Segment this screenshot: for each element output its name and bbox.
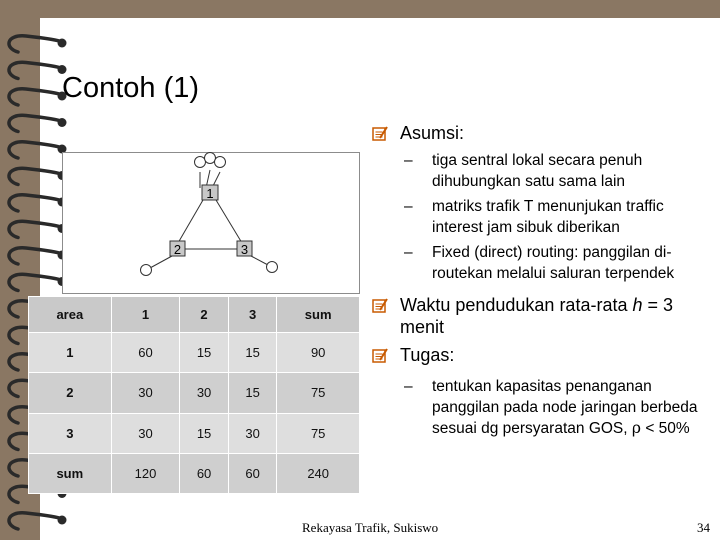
slide-content <box>372 122 712 441</box>
asumsi-item-text: Fixed (direct) routing: panggilan di-routekan melalui saluran terpendek <box>432 244 675 282</box>
table-cell: 15 <box>228 373 277 413</box>
bullet-asumsi <box>372 122 712 144</box>
phone-1c <box>215 157 226 168</box>
table-header-cell: sum <box>277 297 360 333</box>
table-cell: 15 <box>180 413 229 453</box>
table-cell: 15 <box>228 333 277 373</box>
table-cell: 75 <box>277 373 360 413</box>
dash-marker: – <box>404 152 413 169</box>
bullet-tugas <box>372 344 712 366</box>
bullet-waktu <box>372 294 712 338</box>
table-cell: 3 <box>29 413 112 453</box>
dash-marker: – <box>404 378 413 395</box>
table-row <box>29 333 360 373</box>
table-row <box>29 373 360 413</box>
diagram-frame <box>63 153 360 294</box>
notepad-icon <box>372 348 388 363</box>
tugas-item-text: tentukan kapasitas penanganan panggilan pada node jaringan berbeda sesuai dg persyaratan GOS, <box>432 378 698 437</box>
notepad-icon <box>372 126 388 141</box>
asumsi-item-text: tiga sentral lokal secara penuh dihubungkan satu sama lain <box>432 152 643 190</box>
table-cell: 30 <box>111 413 180 453</box>
notepad-icon <box>372 298 388 313</box>
table-cell: sum <box>29 453 112 493</box>
table-cell: 60 <box>111 333 180 373</box>
table-cell: 60 <box>228 453 277 493</box>
binding-ring <box>9 142 62 158</box>
table-row <box>29 453 360 493</box>
table-cell: 30 <box>228 413 277 453</box>
asumsi-item-text: matriks trafik T menunjukan traffic interest jam sibuk diberikan <box>432 198 664 236</box>
table-cell: 15 <box>180 333 229 373</box>
phone-1b <box>205 153 216 164</box>
waktu-variable: h <box>632 295 643 315</box>
dash-marker: – <box>404 198 413 215</box>
phone-1a <box>195 157 206 168</box>
waktu-suffix: = 3 menit <box>400 295 674 337</box>
table-cell: 90 <box>277 333 360 373</box>
table-header-row <box>29 297 360 333</box>
binding-ring <box>9 513 62 529</box>
table-cell: 60 <box>180 453 229 493</box>
tugas-label: Tugas: <box>400 345 455 365</box>
rho-symbol: ρ <box>631 419 642 437</box>
binding-ring <box>9 62 62 78</box>
binding-ring <box>9 89 62 105</box>
table-header-cell: 1 <box>111 297 180 333</box>
binding-ring <box>9 274 62 290</box>
page-number: 34 <box>697 520 710 535</box>
traffic-matrix-table <box>28 296 360 494</box>
table-header-cell: 2 <box>180 297 229 333</box>
binding-ring <box>9 115 62 131</box>
table-cell: 30 <box>111 373 180 413</box>
table-cell: 30 <box>180 373 229 413</box>
binding-ring <box>9 36 62 52</box>
asumsi-label: Asumsi: <box>400 123 465 143</box>
table-cell: 1 <box>29 333 112 373</box>
binding-ring <box>9 248 62 264</box>
binding-hole <box>58 516 67 525</box>
dash-marker: – <box>404 244 413 261</box>
table-header-cell: 3 <box>228 297 277 333</box>
binding-hole <box>58 118 67 127</box>
tugas-item <box>372 376 712 439</box>
binding-ring <box>9 195 62 211</box>
table-cell: 75 <box>277 413 360 453</box>
node-label-1: 1 <box>206 186 214 201</box>
table-header-cell: area <box>29 297 112 333</box>
table-cell: 120 <box>111 453 180 493</box>
phone-3 <box>267 262 278 273</box>
asumsi-item <box>372 196 712 238</box>
node-label-2: 2 <box>173 242 182 257</box>
binding-hole <box>58 39 67 48</box>
asumsi-item <box>372 242 712 284</box>
table-cell: 2 <box>29 373 112 413</box>
binding-ring <box>9 221 62 237</box>
tugas-item-tail: < 50% <box>641 420 690 437</box>
slide-footer: Rekayasa Trafik, Sukiswo <box>302 520 439 535</box>
binding-ring <box>9 168 62 184</box>
table-cell: 240 <box>277 453 360 493</box>
phone-2 <box>141 265 152 276</box>
slide-title: Contoh (1) <box>62 72 200 104</box>
waktu-prefix: Waktu pendudukan rata-rata <box>400 295 633 315</box>
network-diagram <box>62 152 360 294</box>
node-label-3: 3 <box>240 242 249 257</box>
table-row <box>29 413 360 453</box>
asumsi-item <box>372 150 712 192</box>
